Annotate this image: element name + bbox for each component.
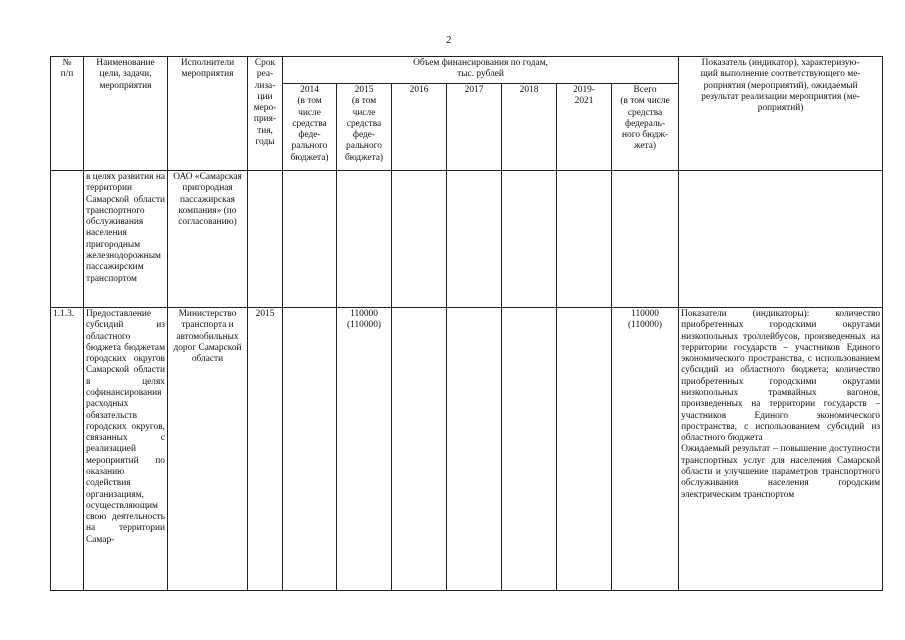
row-name: Предоставление субсидий из областного бюджета бюджетам городских округов Самарской области в целях софинансирования расходных обязательств городских округов, связанных с реализацией мероприятий по оказанию содействия организациям, осуществляющим свою деятельность на территории Самар- bbox=[84, 308, 168, 591]
row-term: 2015 bbox=[248, 308, 283, 591]
row-executors: ОАО «Самарская пригородная пассажирская компания» (по согласованию) bbox=[168, 171, 248, 308]
program-table bbox=[50, 56, 883, 591]
row-num: 1.1.3. bbox=[51, 308, 84, 591]
page-number: 2 bbox=[446, 34, 452, 46]
header-num: № п/п bbox=[51, 57, 84, 171]
header-total: Всего (в том числе средства федераль- ного бюдж- жета) bbox=[612, 84, 679, 171]
table-row bbox=[51, 308, 883, 591]
header-name: Наименование цели, задачи, мероприятия bbox=[84, 57, 168, 171]
row-total bbox=[612, 171, 679, 308]
header-term: Срок реа- лиза- ции меро- прия- тия, годы bbox=[248, 57, 283, 171]
header-year-2016: 2016 bbox=[392, 84, 447, 171]
row-name: в целях развития на территории Самарской области транспортного обслуживания населения пригородным железнодорожным пассажирским транспортом bbox=[84, 171, 168, 308]
row-2015: 110000 (110000) bbox=[337, 308, 392, 591]
row-2014 bbox=[283, 308, 337, 591]
header-year-2018: 2018 bbox=[502, 84, 557, 171]
row-2018 bbox=[502, 171, 557, 308]
header-year-2019-2021: 2019- 2021 bbox=[557, 84, 612, 171]
row-indicator bbox=[679, 171, 883, 308]
header-executors: Исполнители мероприятия bbox=[168, 57, 248, 171]
row-executors: Министерство транспорта и автомобильных дорог Самарской области bbox=[168, 308, 248, 591]
row-2014 bbox=[283, 171, 337, 308]
header-indicator: Показатель (индикатор), характеризую- щий выполнение соответствующего ме- роприятия (мероприятий), ожидаемый результат реализации мероприятия (ме- роприятий) bbox=[679, 57, 883, 171]
row-2019-2021 bbox=[557, 171, 612, 308]
header-year-2017: 2017 bbox=[447, 84, 502, 171]
row-total: 110000 (110000) bbox=[612, 308, 679, 591]
header-year-2014: 2014 (в том числе средства феде- рального бюджета) bbox=[283, 84, 337, 171]
row-2017 bbox=[447, 171, 502, 308]
table-row bbox=[51, 171, 883, 308]
row-2015 bbox=[337, 171, 392, 308]
row-2018 bbox=[502, 308, 557, 591]
row-2017 bbox=[447, 308, 502, 591]
header-row-main bbox=[51, 57, 883, 84]
header-year-2015: 2015 (в том числе средства феде- рального бюджета) bbox=[337, 84, 392, 171]
row-term bbox=[248, 171, 283, 308]
row-2016 bbox=[392, 308, 447, 591]
header-funding: Объем финансирования по годам, тыс. рублей bbox=[283, 57, 679, 84]
row-2016 bbox=[392, 171, 447, 308]
row-2019-2021 bbox=[557, 308, 612, 591]
row-indicator: Показатели (индикаторы): количество приобретенных городскими округами низкопольных троллейбусов, произведенных на территории государств – участников Единого экономического пространства, с использованием субсидий из областного бюджета; количество приобретенных городскими округами низкопольных трамвайных вагонов, произведенных на территории государств – участников Единого экономического пространства, с использованием субсидий из областного бюджета Ожидаемый результат – повышение доступности транспортных услуг для населения Самарской области и улучшение параметров транспортного обслуживания населения городским электрическим транспортом bbox=[679, 308, 883, 591]
row-num bbox=[51, 171, 84, 308]
